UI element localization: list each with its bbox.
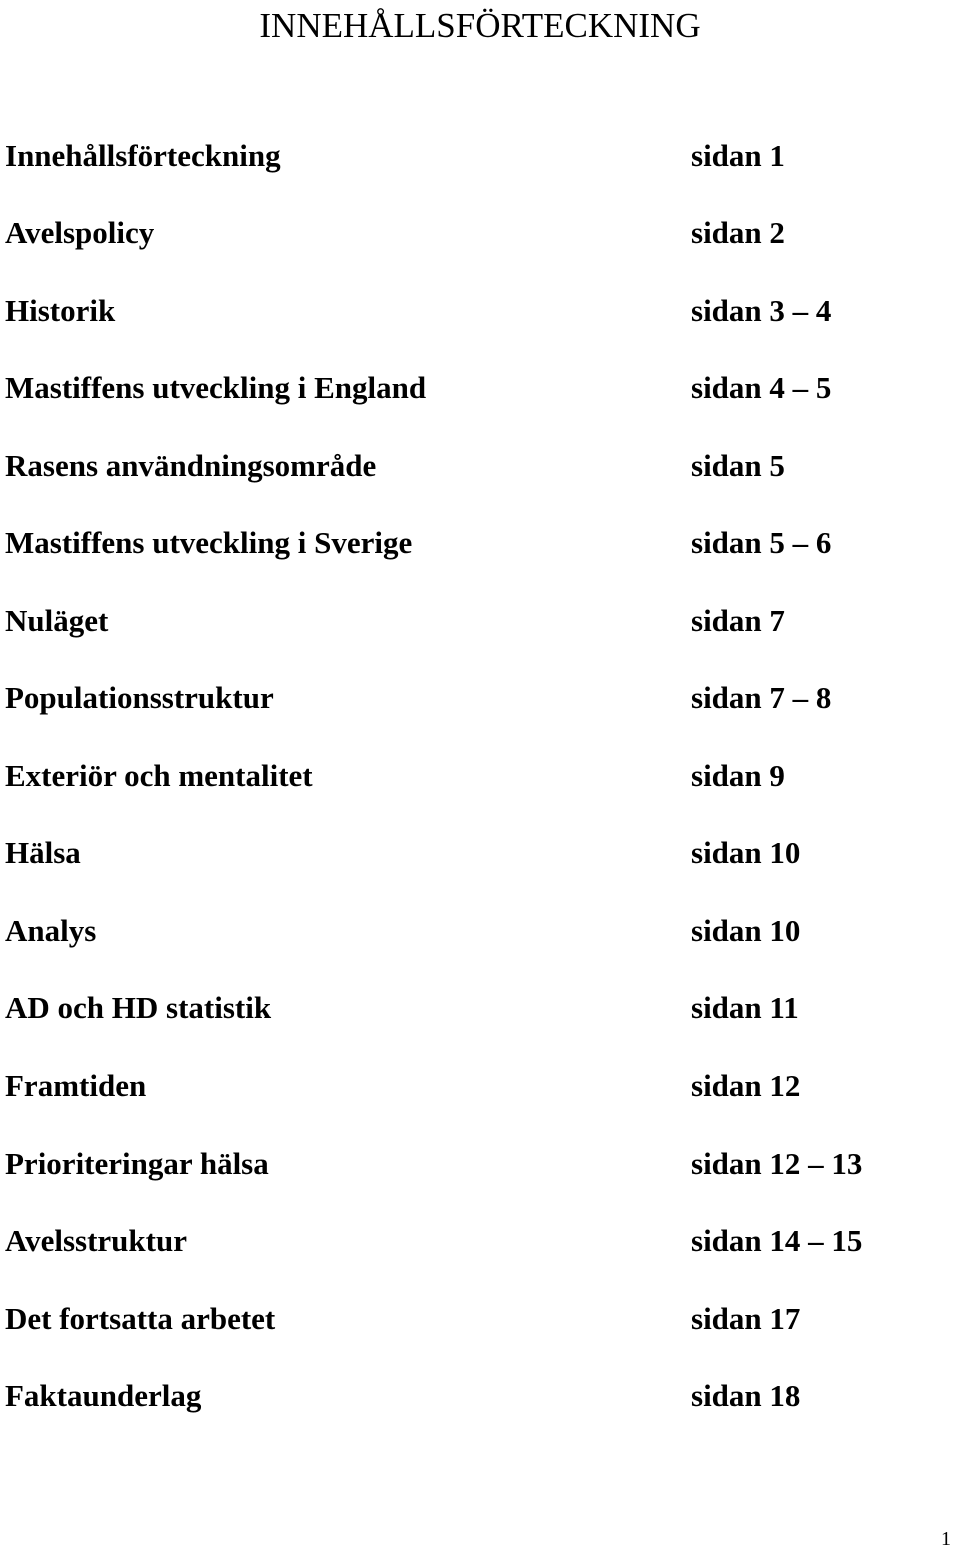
toc-entry	[0, 988, 960, 1028]
toc-entry-page: sidan 5 – 6	[691, 525, 832, 560]
page-number: 1	[941, 1528, 951, 1550]
toc-entry-title: Populationsstruktur	[5, 680, 274, 715]
toc-entry-page: sidan 2	[691, 215, 785, 250]
toc-entry-page: sidan 18	[691, 1378, 801, 1413]
toc-entry-page: sidan 5	[691, 448, 785, 483]
toc-entry-title: Avelspolicy	[5, 215, 155, 250]
toc-entry-title: Exteriör och mentalitet	[5, 758, 313, 793]
toc-entry-page: sidan 12	[691, 1068, 801, 1103]
toc-entry-title: AD och HD statistik	[5, 990, 272, 1025]
toc-entry	[0, 911, 960, 951]
toc-entry-page: sidan 10	[691, 913, 801, 948]
toc-entry	[0, 213, 960, 253]
toc-entry-title: Avelsstruktur	[5, 1223, 187, 1258]
toc-entry-title: Nuläget	[5, 603, 109, 638]
toc-entry	[0, 1376, 960, 1416]
toc-entry-title: Hälsa	[5, 835, 81, 870]
page-title: INNEHÅLLSFÖRTECKNING	[259, 6, 701, 45]
toc-entry	[0, 1221, 960, 1261]
toc-entry-page: sidan 12 – 13	[691, 1146, 863, 1181]
toc-entry-page: sidan 17	[691, 1301, 801, 1336]
toc-entry	[0, 368, 960, 408]
toc-entry-title: Mastiffens utveckling i England	[5, 370, 427, 405]
toc-entry	[0, 756, 960, 796]
toc-entry-title: Historik	[5, 293, 116, 328]
toc-entry-title: Faktaunderlag	[5, 1378, 202, 1413]
toc-entry	[0, 1299, 960, 1339]
toc-entry	[0, 523, 960, 563]
toc-entry-page: sidan 7	[691, 603, 785, 638]
toc-entry-page: sidan 10	[691, 835, 801, 870]
toc-entry	[0, 291, 960, 331]
toc-entry	[0, 601, 960, 641]
toc-entry	[0, 136, 960, 176]
toc-entry	[0, 1144, 960, 1184]
toc-entry-page: sidan 3 – 4	[691, 293, 832, 328]
toc-entry-page: sidan 9	[691, 758, 785, 793]
toc-entry	[0, 1066, 960, 1106]
toc-entry-title: Analys	[5, 913, 97, 948]
toc-entry-page: sidan 1	[691, 138, 785, 173]
toc-entry-page: sidan 4 – 5	[691, 370, 832, 405]
toc-entry-page: sidan 14 – 15	[691, 1223, 863, 1258]
toc-entry-page: sidan 11	[691, 990, 799, 1025]
toc-entry-title: Det fortsatta arbetet	[5, 1301, 276, 1336]
toc-entry	[0, 446, 960, 486]
toc-entry-page: sidan 7 – 8	[691, 680, 832, 715]
toc-entry	[0, 678, 960, 718]
toc-entry-title: Framtiden	[5, 1068, 147, 1103]
toc-entry	[0, 833, 960, 873]
toc-entry-title: Prioriteringar hälsa	[5, 1146, 269, 1181]
toc-entry-title: Rasens användningsområde	[5, 448, 377, 483]
toc-entry-title: Mastiffens utveckling i Sverige	[5, 525, 413, 560]
toc-entry-title: Innehållsförteckning	[5, 138, 281, 173]
